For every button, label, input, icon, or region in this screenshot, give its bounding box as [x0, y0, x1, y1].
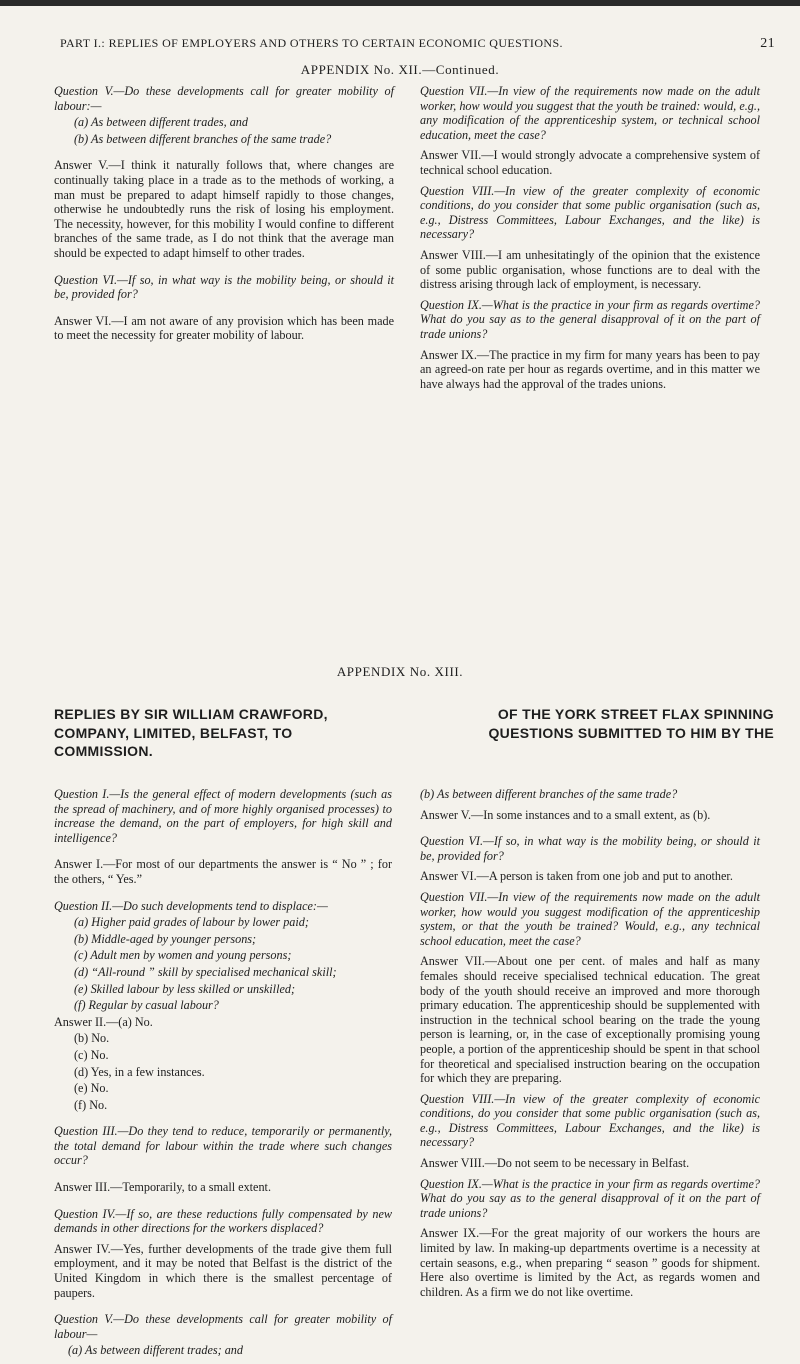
- answer-paragraph: Answer VII.—About one per cent. of males and half as many females should receive specialised technical education. The great body of the youth should receive an improved and more thorough primary education. The apprenticeship should be supplemented with instruction in the technical school bearing on the trade the young person is learning, or, in the case of exceptionally promising young people, a portion of the apprenticeship should be spent in that school for theoretical and specialised instruction bearing on the occupation for which they are preparing.: [420, 954, 760, 1086]
- bottom-right-column: [420, 787, 760, 1305]
- reply-heading-text: REPLIES BY SIR WILLIAM CRAWFORD,: [54, 706, 328, 722]
- question-subitem: (b) As between different branches of the same trade?: [74, 131, 332, 146]
- reply-heading-line-2: [54, 724, 774, 743]
- answer-paragraph: Answer VI.—A person is taken from one job and put to another.: [420, 869, 733, 884]
- answer-subitem: (f) No.: [74, 1097, 108, 1112]
- question-subitem: (c) Adult men by women and young persons;: [74, 948, 292, 963]
- running-title: PART I.: REPLIES OF EMPLOYERS AND OTHERS TO CERTAIN ECONOMIC QUESTIONS.: [60, 36, 563, 50]
- question-paragraph: Question II.—Do such developments tend to displace:—: [54, 898, 328, 913]
- question-paragraph: Question IX.—What is the practice in your firm as regards overtime? What do you say as to the general disapproval of it on the part of trade unions?: [420, 297, 760, 341]
- appendix-title: APPENDIX No. XIII.: [336, 664, 464, 679]
- question-subitem: (f) Regular by casual labour?: [74, 998, 219, 1013]
- question-paragraph: Question V.—Do these developments call for greater mobility of labour—: [54, 1312, 392, 1341]
- page-header: [60, 36, 775, 52]
- answer-paragraph: Answer V.—In some instances and to a small extent, as (b).: [420, 807, 711, 822]
- answer-paragraph: Answer VII.—I would strongly advocate a comprehensive system of technical school education.: [420, 148, 760, 177]
- top-rule: [0, 0, 800, 6]
- question-subitem: (a) As between different trades; and: [68, 1343, 243, 1358]
- reply-heading-text: COMMISSION.: [54, 743, 153, 759]
- answer-paragraph: Answer IX.—The practice in my firm for many years has been to pay an agreed-on rate per hour as regards overtime, and in this matter we have always had the approval of the trades unions.: [420, 347, 760, 391]
- answer-paragraph: Answer VIII.—Do not seem to be necessary in Belfast.: [420, 1156, 690, 1171]
- question-subitem: (d) “All-round ” skill by specialised mechanical skill;: [74, 964, 337, 979]
- answer-paragraph: Answer I.—For most of our departments the answer is “ No ” ; for the others, “ Yes.”: [54, 857, 392, 886]
- question-subitem: (a) Higher paid grades of labour by lower paid;: [74, 915, 309, 930]
- reply-heading-text: OF THE YORK STREET FLAX SPINNING: [497, 706, 774, 722]
- answer-paragraph: Answer III.—Temporarily, to a small extent.: [54, 1180, 271, 1195]
- appendix-continued-heading: APPENDIX No. XII.—Continued.: [300, 62, 500, 77]
- answer-paragraph: Answer IV.—Yes, further developments of the trade give them full employment, and it may be noted that Belfast is the district of the United Kingdom in which there is the smallest percentage of paupers.: [54, 1241, 392, 1300]
- top-right-column: [420, 84, 760, 397]
- question-subitem: (b) Middle-aged by younger persons;: [74, 931, 257, 946]
- top-left-column: [54, 84, 394, 349]
- question-paragraph: Question IV.—If so, are these reductions fully compensated by new demands in other directions for the workers displaced?: [54, 1206, 392, 1236]
- answer-paragraph: Answer V.—I think it naturally follows that, where changes are continually taking place in a trade as to the methods of working, a man must be prepared to adapt himself rapidly to those changes, otherwise he undoubtedly runs the risk of losing his employment. The necessity, however, for this mobility I would confine to different branches of the same trade, as I do not think that the average man should be expected to adapt himself to other trades.: [54, 158, 394, 260]
- answer-subitem: (b) No.: [74, 1031, 110, 1046]
- question-paragraph: Question VI.—If so, in what way is the mobility being, or should it be, provided for?: [420, 834, 760, 863]
- question-subitem: (e) Skilled labour by less skilled or unskilled;: [74, 981, 296, 996]
- answer-subitem: (d) Yes, in a few instances.: [74, 1064, 205, 1079]
- question-paragraph: Question IX.—What is the practice in your firm as regards overtime? What do you say as to the general disapproval of it on the part of trade unions?: [420, 1176, 760, 1220]
- question-paragraph: Question VI.—If so, in what way is the mobility being, or should it be, provided for?: [54, 272, 394, 302]
- question-paragraph: Question V.—Do these developments call for greater mobility of labour:—: [54, 84, 394, 113]
- question-subitem: (a) As between different trades, and: [74, 115, 248, 130]
- answer-paragraph: Answer VI.—I am not aware of any provision which has been made to meet the necessity for greater mobility of labour.: [54, 313, 394, 343]
- question-paragraph: Question I.—Is the general effect of modern developments (such as the spread of machinery, and of more highly organised processes) to increase the demand, on the part of employers, for high skill and intelligence?: [54, 787, 392, 845]
- page-number: 21: [760, 36, 775, 51]
- reply-heading-text: QUESTIONS SUBMITTED TO HIM BY THE: [488, 724, 774, 741]
- question-paragraph: Question VIII.—In view of the greater complexity of economic conditions, do you consider that some public organisation (such as, e.g., Distress Committees, Labour Exchanges, and the like) is necessary?: [420, 183, 760, 242]
- bottom-left-column: [54, 787, 392, 1364]
- answer-paragraph: Answer VIII.—I am unhesitatingly of the opinion that the existence of some public organisation, whose functions are to deal with the distress arising through lack of employment, is necessary.: [420, 247, 760, 292]
- reply-heading: [54, 705, 774, 761]
- answer-subitem: (e) No.: [74, 1081, 109, 1096]
- reply-heading-text: COMPANY, LIMITED, BELFAST, TO: [54, 724, 293, 741]
- answer-subitem: (c) No.: [74, 1047, 109, 1062]
- question-subitem: (b) As between different branches of the same trade?: [420, 787, 678, 801]
- answer-paragraph: Answer II.—(a) No.: [54, 1014, 153, 1029]
- question-paragraph: Question VII.—In view of the requirements now made on the adult worker, how would you suggest that the youth be trained: would, e.g., any modification of the apprenticeship system, or technical school education, meet the case?: [420, 84, 760, 142]
- question-paragraph: Question VII.—In view of the requirements now made on the adult worker, how would you suggest modification of the apprenticeship system, or that the youth be trained? Would, e.g., any technical school education, meet the case?: [420, 889, 760, 948]
- reply-heading-line-1: [54, 705, 774, 724]
- question-paragraph: Question VIII.—In view of the greater complexity of economic conditions, do you consider that some public organisation (such as, e.g., Distress Committees, Labour Exchanges, and the like) is necessary?: [420, 1091, 760, 1150]
- answer-paragraph: Answer IX.—For the great majority of our workers the hours are limited by law. In making-up departments overtime is a necessity at certain seasons, e.g., when preparing “ season ” goods for shipment. Here also overtime is limited by the Act, as regards women and children. As a firm we do not like overtime.: [420, 1226, 760, 1299]
- question-paragraph: Question III.—Do they tend to reduce, temporarily or permanently, the total demand for labour within the trade where such changes occur?: [54, 1124, 392, 1168]
